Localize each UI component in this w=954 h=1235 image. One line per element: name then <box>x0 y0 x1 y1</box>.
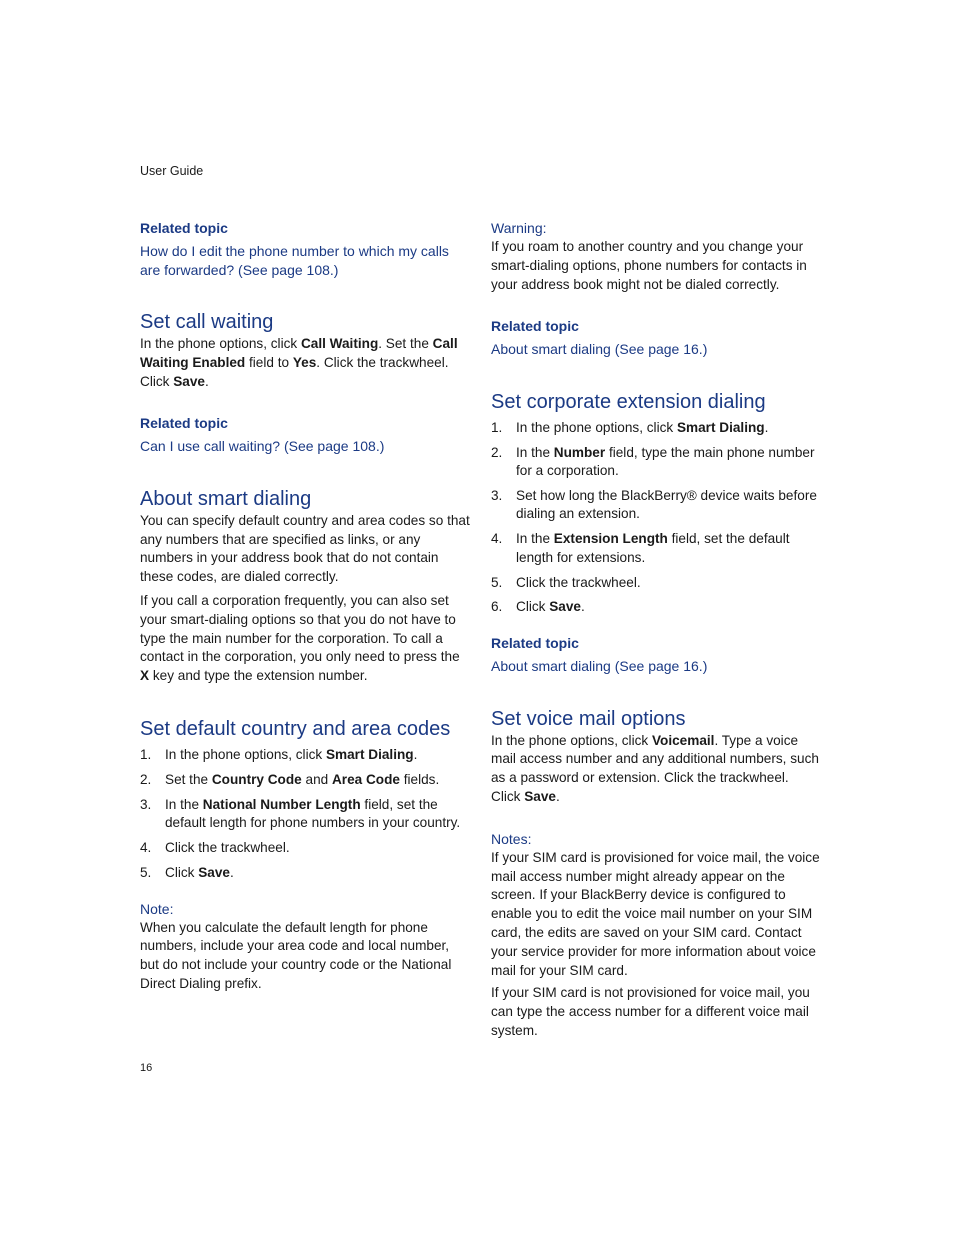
list-item: 5. Click the trackwheel. <box>491 574 641 590</box>
country-codes-steps <box>140 746 470 882</box>
related-topic-link-smart-dialing[interactable]: About smart dialing (See page 16.) <box>491 341 708 358</box>
list-item: 5. Click Save. <box>140 864 234 880</box>
page-header: User Guide <box>140 164 204 178</box>
related-topic-link-call-forwarding[interactable]: How do I edit the phone number to which my calls are forwarded? (See page 108.) <box>140 243 449 278</box>
note-label: Note: <box>140 900 174 917</box>
list-item: 4. In the Extension Length field, set the default length for extensions. <box>491 531 790 565</box>
list-item: 2. Set the Country Code and Area Code fields. <box>140 771 440 787</box>
notes-paragraph-2: If your SIM card is not provisioned for voice mail, you can type the access number for a different voice mail system. <box>491 985 810 1039</box>
right-column <box>491 218 821 1041</box>
list-item: 1. In the phone options, click Smart Dialing. <box>140 747 418 763</box>
related-topic-label: Related topic <box>140 220 228 236</box>
list-item: 4. Click the trackwheel. <box>140 839 290 855</box>
related-topic-label: Related topic <box>140 415 228 432</box>
corporate-extension-steps <box>491 419 821 617</box>
list-item: 2. In the Number field, type the main phone number for a corporation. <box>491 444 815 479</box>
list-item: 6. Click Save. <box>491 599 585 615</box>
call-waiting-paragraph: In the phone options, click Call Waiting. Set the Call Waiting Enabled field to Yes. Click the trackwheel. Click Save. <box>140 336 458 389</box>
smart-dialing-paragraph-2: If you call a corporation frequently, you can also set your smart-dialing options so that you do not have to type the main number for the corporation. To call a contact in the corporation, you only need to press the X key and type the extension number. <box>140 593 460 684</box>
section-heading-corporate-extension: Set corporate extension dialing <box>491 390 766 413</box>
list-item: 3. Set how long the BlackBerry® device waits before dialing an extension. <box>491 487 817 522</box>
notes-paragraph-1: If your SIM card is provisioned for voice mail, the voice mail access number might already appear on the screen. If your BlackBerry device is configured to enable you to edit the voice mail number on your SIM card, the edits are saved on your SIM card. Contact your service provider for more information about voice mail for your SIM card. <box>491 849 820 978</box>
related-topic-link-call-waiting[interactable]: Can I use call waiting? (See page 108.) <box>140 438 385 455</box>
note-text: When you calculate the default length for phone numbers, include your area code and local number, but do not include your country code or the National Direct Dialing prefix. <box>140 919 452 991</box>
section-heading-voice-mail: Set voice mail options <box>491 707 686 730</box>
related-topic-label: Related topic <box>491 318 579 335</box>
left-column <box>140 218 470 994</box>
list-item: 3. In the National Number Length field, set the default length for phone numbers in your country. <box>140 796 461 831</box>
voice-mail-paragraph: In the phone options, click Voicemail. Type a voice mail access number and any additional numbers, such as a password or extension. Click the trackwheel. Click Save. <box>491 732 819 805</box>
section-heading-country-area-codes: Set default country and area codes <box>140 718 451 741</box>
section-heading-smart-dialing: About smart dialing <box>140 487 312 510</box>
list-item: 1. In the phone options, click Smart Dialing. <box>491 419 769 435</box>
page-number: 16 <box>140 1062 153 1074</box>
notes-label: Notes: <box>491 830 532 847</box>
smart-dialing-paragraph-1: You can specify default country and area codes so that any numbers that are specified as links, or any numbers in your address book that do not contain these codes, are dialed correctly. <box>140 512 470 585</box>
related-topic-link-smart-dialing-2[interactable]: About smart dialing (See page 16.) <box>491 658 708 675</box>
warning-text: If you roam to another country and you change your smart-dialing options, phone numbers for contacts in your address book might not be dialed correctly. <box>491 239 807 292</box>
related-topic-label: Related topic <box>491 635 579 652</box>
section-heading-call-waiting: Set call waiting <box>140 311 274 333</box>
warning-label: Warning: <box>491 220 547 236</box>
